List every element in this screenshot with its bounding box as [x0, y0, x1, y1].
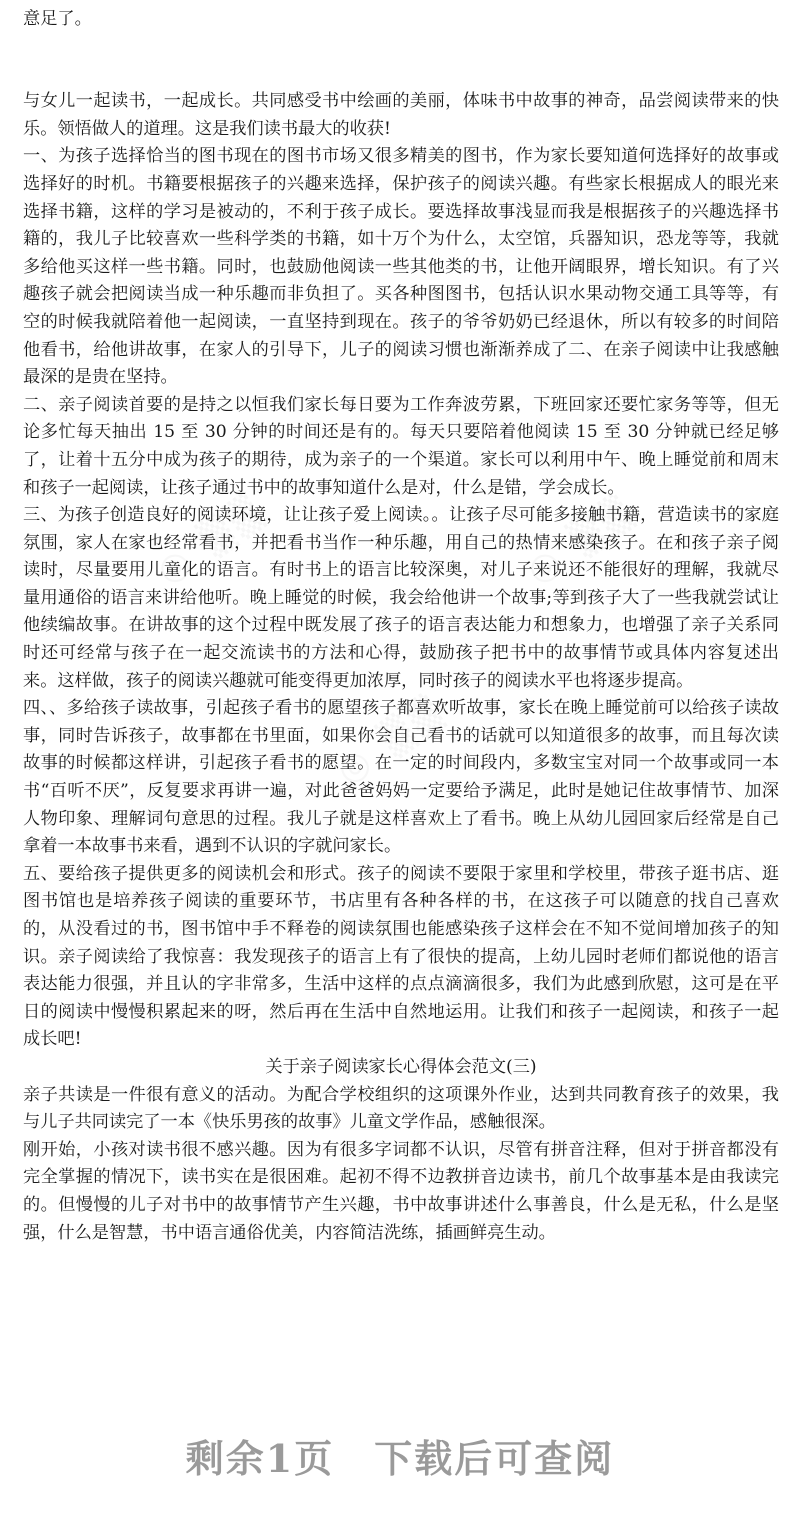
paragraph: 一、为孩子选择恰当的图书现在的图书市场又很多精美的图书，作为家长要知道何选择好的故事或选择好的时机。书籍要根据孩子的兴趣来选择，保护孩子的阅读兴趣。有些家长根据成人的眼光来选择书籍，这样的学习是被动的，不利于孩子成长。要选择故事浅显而我是根据孩子的兴趣选择书籍的，我儿子比较喜欢一些科学类的书籍，如十万个为什么，太空馆，兵器知识，恐龙等等，我就多给他买这样一些书籍。同时，也鼓励他阅读一些其他类的书，让他开阔眼界，增长知识。有了兴趣孩子就会把阅读当成一种乐趣而非负担了。买各种图图书，包括认识水果动物交通工具等等，有空的时候我就陪着他一起阅读，一直坚持到现在。孩子的爷爷奶奶已经退休，所以有较多的时间陪他看书，给他讲故事，在家人的引导下，儿子的阅读习惯也渐渐养成了二、在亲子阅读中让我感触最深的是贵在坚持。	[23, 146, 779, 388]
watermark: ◎ ▒▒	[149, 488, 273, 593]
document-body	[23, 0, 779, 1247]
paragraph: 意足了。	[23, 8, 92, 29]
paragraph: 刚开始，小孩对读书很不感兴趣。因为有很多字词都不认识，尽管有拼音注释，但对于拼音都没有完全掌握的情况下，读书实在是很困难。起初不得不边教拼音边读书，前几个故事基本是由我读完的。但慢慢的儿子对书中的故事情节产生兴趣，书中故事讲述什么事善良，什么是无私，什么是坚强，什么是智慧，书中语言通俗优美，内容简洁洗练，插画鲜亮生动。	[23, 1139, 779, 1243]
download-to-view-label[interactable]: 下载后可查阅	[374, 1435, 615, 1481]
watermark: ◎ ▒▒	[329, 688, 453, 793]
paragraph: 亲子共读是一件很有意义的活动。为配合学校组织的这项课外作业，达到共同教育孩子的效果，我与儿子共同读完了一本《快乐男孩的故事》儿童文学作品，感触很深。	[23, 1084, 779, 1133]
paragraph: 五、要给孩子提供更多的阅读机会和形式。孩子的阅读不要限于家里和学校里，带孩子逛书店、逛图书馆也是培养孩子阅读的重要环节，书店里有各种各样的书，在这孩子可以随意的找自己喜欢的，从没看过的书，图书馆中手不释卷的阅读氛围也能感染孩子这样会在不知不觉间增加孩子的知识。亲子阅读给了我惊喜：我发现孩子的语言上有了很快的提高，上幼儿园时老师们都说他的语言表达能力很强，并且认的字非常多，生活中这样的点点滴滴很多，我们为此感到欣慰，这可是在平日的阅读中慢慢积累起来的呀，然后再在生活中自然地运用。让我们和孩子一起阅读，和孩子一起成长吧!	[23, 863, 779, 1050]
download-prompt[interactable]	[0, 1425, 800, 1485]
paragraph: 四、、多给孩子读故事，引起孩子看书的愿望孩子都喜欢听故事，家长在晚上睡觉前可以给孩子读故事，同时告诉孩子，故事都在书里面，如果你会自己看书的话就可以知道很多的故事，而且每次读故事的时候都这样讲，引起孩子看书的愿望。在一定的时间段内，多数宝宝对同一个故事或同一本书“百听不厌”，反复要求再讲一遍，对此爸爸妈妈一定要给予满足，此时是她记住故事情节、加深人物印象、理解词句意思的过程。我儿子就是这样喜欢上了看书。晚上从幼儿园回家后经常是自己拿着一本故事书来看，遇到不认识的字就问家长。	[23, 698, 779, 857]
paragraph: 与女儿一起读书，一起成长。共同感受书中绘画的美丽，体味书中故事的神奇，品尝阅读带来的快乐。领悟做人的道理。这是我们读书最大的收获!	[23, 91, 779, 139]
section-heading: 关于亲子阅读家长心得体会范文(三)	[265, 1056, 537, 1077]
remaining-pages-label: 剩余1页	[185, 1435, 335, 1481]
paragraph: 三、为孩子创造良好的阅读环境，让让孩子爱上阅读。。让孩子尽可能多接触书籍，营造读书的家庭氛围，家人在家也经常看书，并把看书当作一种乐趣，用自己的热情来感染孩子。在和孩子亲子阅读时，尽量要用儿童化的语言。有时书上的语言比较深奥，对儿子来说还不能很好的理解，我就尽量用通俗的语言来讲给他听。晚上睡觉的时候，我会给他讲一个故事;等到孩子大了一些我就尝试让他续编故事。在讲故事的这个过程中既发展了孩子的语言表达能力和想象力，也增强了亲子关系同时还可经常与孩子在一起交流读书的方法和心得，鼓励孩子把书中的故事情节或具体内容复述出来。这样做，孩子的阅读兴趣就可能变得更加浓厚，同时孩子的阅读水平也将逐步提高。	[23, 505, 779, 691]
watermark: ◎ ▒▒	[519, 488, 643, 593]
paragraph: 二、亲子阅读首要的是持之以恒我们家长每日要为工作奔波劳累，下班回家还要忙家务等等，但无论多忙每天抽出 15 至 30 分钟的时间还是有的。每天只要陪着他阅读 15 至 30 分钟就已经足够了，让着十五分中成为孩子的期待，成为亲子的一个渠道。家长可以利用中午、晚上睡觉前和周末和孩子一起阅读，让孩子通过书中的故事知道什么是对，什么是错，学会成长。	[23, 394, 779, 498]
